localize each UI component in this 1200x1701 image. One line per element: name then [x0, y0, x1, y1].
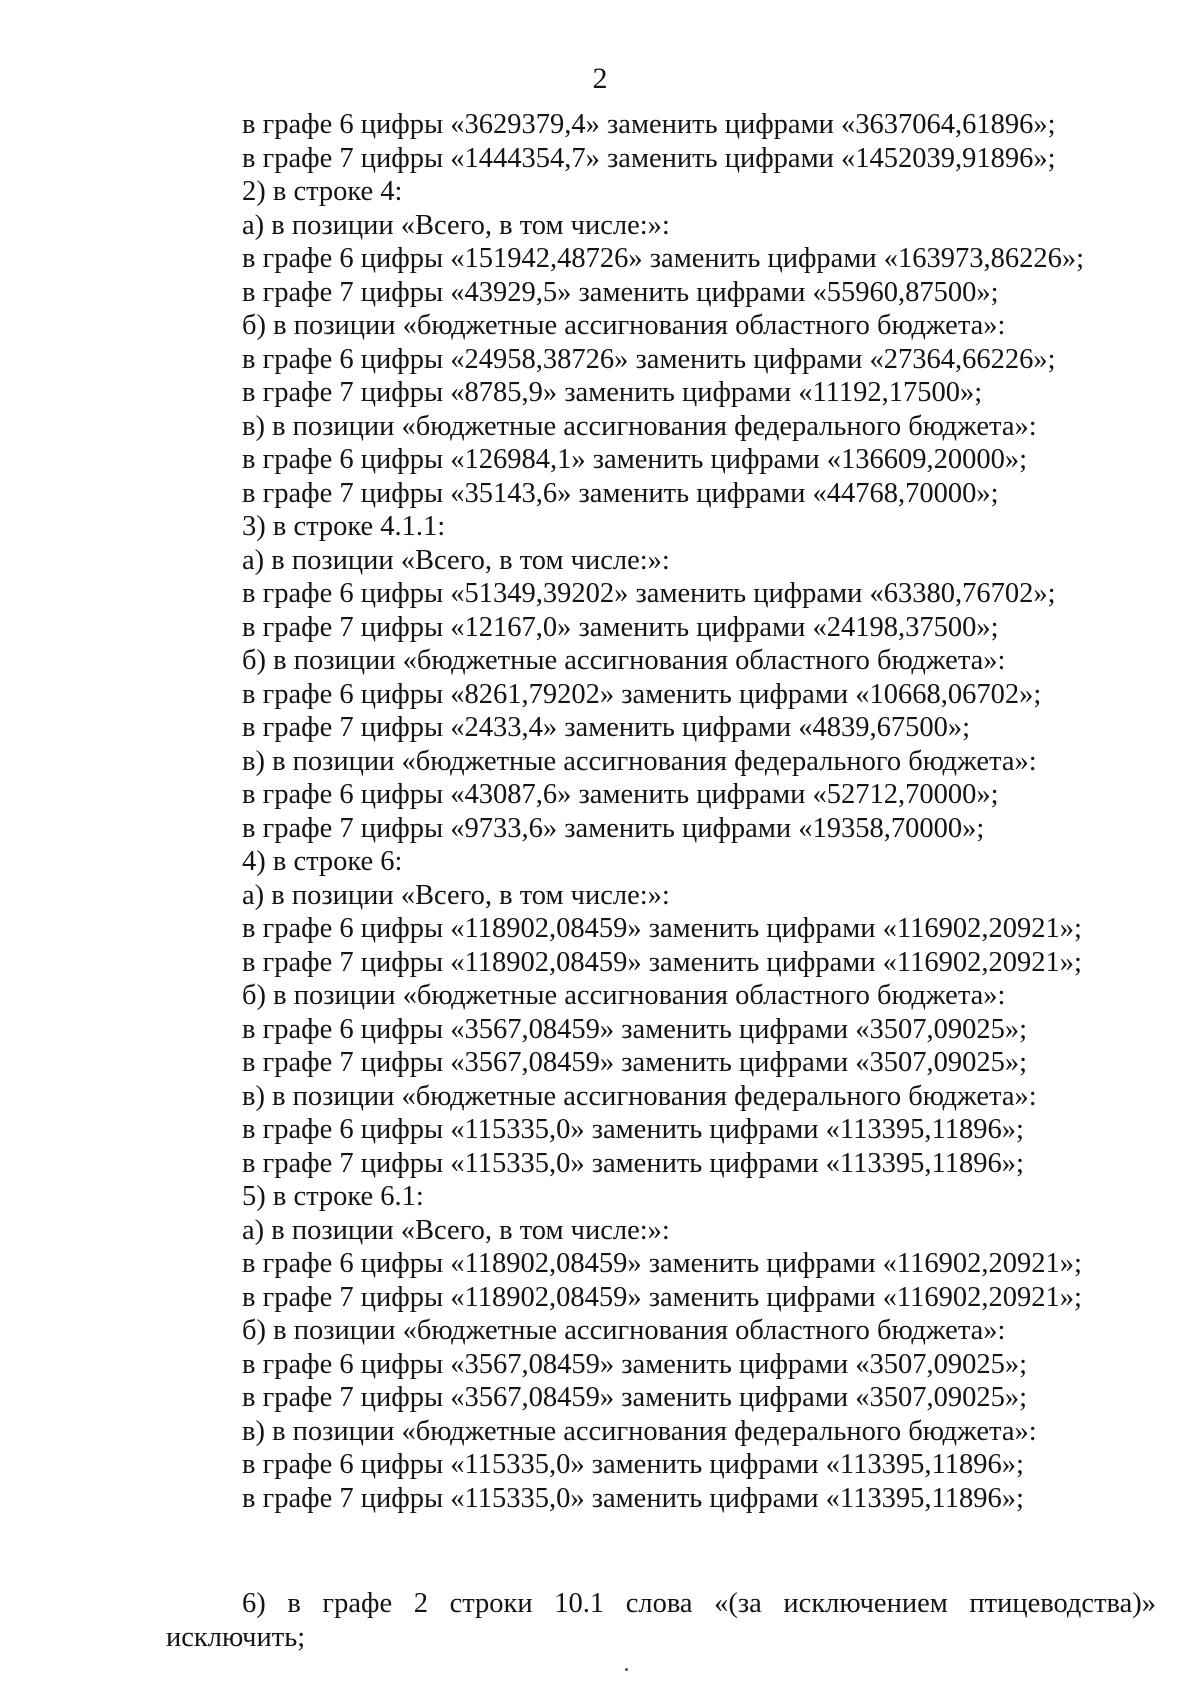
amendment-line: в) в позиции «бюджетные ассигнования федерального бюджета»:: [242, 410, 1037, 442]
amendment-line: а) в позиции «Всего, в том числе:»:: [242, 1214, 670, 1246]
amendment-line: в графе 7 цифры «12167,0» заменить цифрами «24198,37500»;: [242, 611, 999, 643]
amendment-line: в графе 7 цифры «118902,08459» заменить цифрами «116902,20921»;: [242, 1281, 1082, 1313]
amendment-line: б) в позиции «бюджетные ассигнования областного бюджета»:: [242, 1315, 1006, 1346]
amendment-line: в графе 7 цифры «1444354,7» заменить цифрами «1452039,91896»;: [242, 142, 1056, 174]
amendment-line: б) в позиции «бюджетные ассигнования областного бюджета»:: [242, 310, 1006, 341]
amendment-line: в графе 7 цифры «3567,08459» заменить цифрами «3507,09025»;: [242, 1047, 1028, 1078]
amendment-line: 2) в строке 4:: [242, 176, 403, 207]
final-paragraph: [166, 1587, 1156, 1654]
amendment-line: в графе 6 цифры «3567,08459» заменить цифрами «3507,09025»;: [242, 1348, 1028, 1380]
amendment-line: б) в позиции «бюджетные ассигнования областного бюджета»:: [242, 980, 1006, 1011]
amendment-line: в графе 6 цифры «126984,1» заменить цифрами «136609,20000»;: [242, 444, 1028, 475]
amendment-line: в) в позиции «бюджетные ассигнования федерального бюджета»:: [242, 745, 1037, 777]
scan-speck: [625, 1668, 628, 1671]
amendment-line: 5) в строке 6.1:: [242, 1181, 424, 1212]
amendment-line: в графе 7 цифры «43929,5» заменить цифрами «55960,87500»;: [242, 276, 999, 308]
amendment-line: в графе 7 цифры «8785,9» заменить цифрами «11192,17500»;: [242, 377, 983, 408]
amendment-line: в графе 7 цифры «118902,08459» заменить цифрами «116902,20921»;: [242, 946, 1082, 978]
amendment-line: 3) в строке 4.1.1:: [242, 511, 446, 542]
amendment-line: в) в позиции «бюджетные ассигнования федерального бюджета»:: [242, 1415, 1037, 1447]
amendment-line: б) в позиции «бюджетные ассигнования областного бюджета»:: [242, 645, 1006, 676]
amendment-line: в графе 6 цифры «24958,38726» заменить цифрами «27364,66226»;: [242, 343, 1056, 375]
amendment-line: в графе 6 цифры «151942,48726» заменить цифрами «163973,86226»;: [242, 243, 1085, 274]
amendment-line: 4) в строке 6:: [242, 846, 403, 877]
final-paragraph-continuation: исключить;: [166, 1621, 306, 1653]
amendment-line: в графе 6 цифры «115335,0» заменить цифрами «113395,11896»;: [242, 1114, 1024, 1145]
amendment-line: в графе 6 цифры «115335,0» заменить цифрами «113395,11896»;: [242, 1449, 1024, 1480]
amendment-line: в) в позиции «бюджетные ассигнования федерального бюджета»:: [242, 1080, 1037, 1112]
amendment-line: в графе 7 цифры «115335,0» заменить цифрами «113395,11896»;: [242, 1482, 1024, 1514]
amendment-line: в графе 7 цифры «2433,4» заменить цифрами «4839,67500»;: [242, 712, 971, 743]
amendment-line: в графе 6 цифры «8261,79202» заменить цифрами «10668,06702»;: [242, 678, 1042, 710]
amendment-line: в графе 7 цифры «9733,6» заменить цифрами «19358,70000»;: [242, 812, 985, 844]
amendment-line: а) в позиции «Всего, в том числе:»:: [242, 544, 670, 576]
amendment-line: в графе 6 цифры «3629379,4» заменить цифрами «3637064,61896»;: [242, 109, 1056, 140]
amendment-line: в графе 7 цифры «115335,0» заменить цифрами «113395,11896»;: [242, 1147, 1024, 1179]
amendment-line: в графе 6 цифры «118902,08459» заменить цифрами «116902,20921»;: [242, 913, 1082, 944]
amendment-line: в графе 6 цифры «3567,08459» заменить цифрами «3507,09025»;: [242, 1013, 1028, 1045]
amendment-line: в графе 6 цифры «118902,08459» заменить цифрами «116902,20921»;: [242, 1248, 1082, 1279]
amendment-line: в графе 6 цифры «51349,39202» заменить цифрами «63380,76702»;: [242, 578, 1056, 609]
amendment-line: а) в позиции «Всего, в том числе:»:: [242, 879, 670, 911]
amendment-line: а) в позиции «Всего, в том числе:»:: [242, 209, 670, 241]
amendment-line: в графе 7 цифры «35143,6» заменить цифрами «44768,70000»;: [242, 477, 999, 509]
amendment-line: в графе 6 цифры «43087,6» заменить цифрами «52712,70000»;: [242, 779, 999, 810]
amendment-list: [242, 108, 1122, 1515]
final-paragraph-first-line: 6) в графе 2 строки 10.1 слова «(за исключением птицеводства)»: [242, 1588, 1156, 1619]
page-number: 2: [592, 62, 608, 95]
amendment-line: в графе 7 цифры «3567,08459» заменить цифрами «3507,09025»;: [242, 1382, 1028, 1413]
